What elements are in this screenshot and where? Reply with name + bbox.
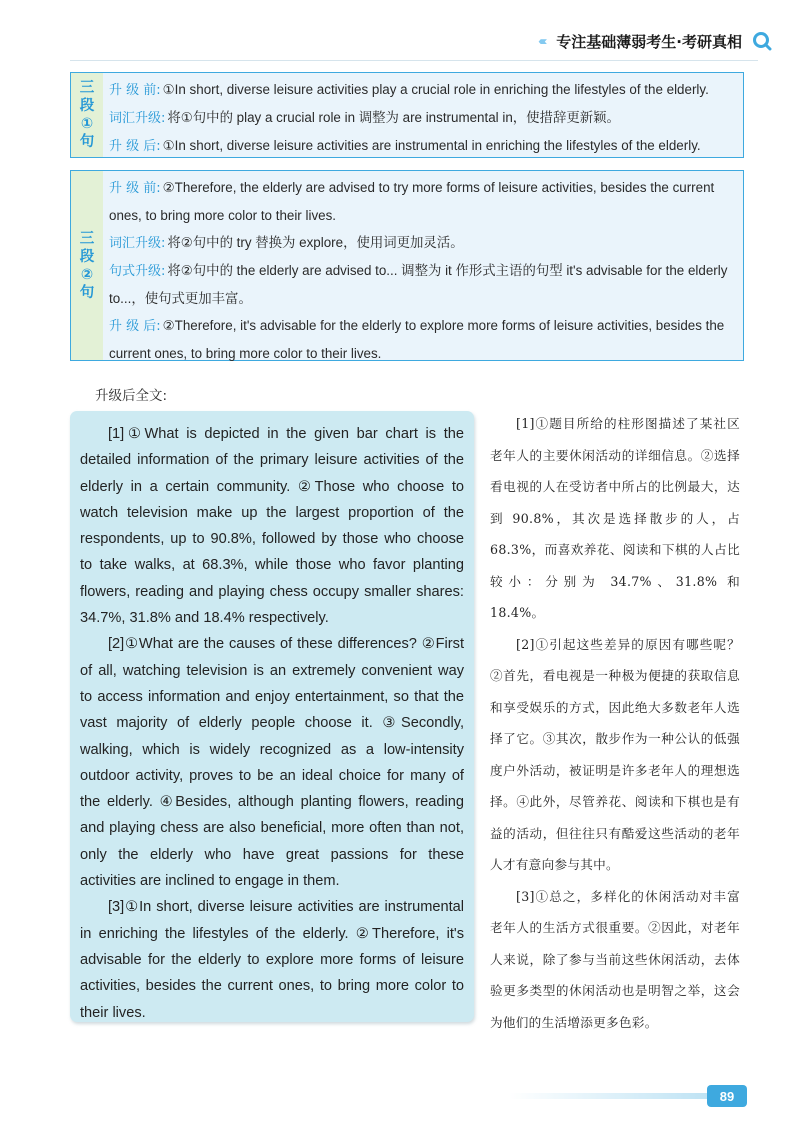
vocab-upgrade-row <box>109 104 735 132</box>
english-essay-panel <box>70 411 474 1022</box>
search-icon <box>752 31 772 51</box>
box-content <box>103 73 743 157</box>
row-text: ②Therefore, it's advisable for the elderly to explore more forms of leisure activities, besides the current ones, to bring more color to their lives. <box>109 318 725 361</box>
chinese-translation-column <box>490 408 740 1038</box>
upgrade-box-paragraph3-sentence1 <box>70 72 744 158</box>
side-char: ① <box>80 116 94 132</box>
fulltext-heading: 升级后全文: <box>95 388 168 404</box>
english-paragraph-2: [2]①What are the causes of these differences? ②First of all, watching television is an extremely convenient way to access information and enjoy entertainment, so that the vast majority of elderly people choose it. ③Secondly, walking, which is widely recognized as a low-intensity outdoor activity, proves to be an ideal choice for many of the elderly. ④Besides, although planting flowers, reading and playing chess are also beneficial, more often than not, only the elderly who have great passions for these activities are inclined to engage in them. <box>80 636 464 890</box>
english-paragraph-3: [3]①In short, diverse leisure activities are instrumental in enriching the lifestyles of the elderly. ②Therefore, it's advisable for the elderly to explore more forms of leisure activities, besides the current ones, to bring more color to their lives. <box>80 899 464 1021</box>
chinese-paragraph-1: [1]①题目所给的柱形图描述了某社区老年人的主要休闲活动的详细信息。②选择看电视的人在受访者中所占的比例最大，达到 90.8%，其次是选择散步的人，占 68.3%，而喜欢养花、阅读和下棋的人占比较小：分别为 34.7%、31.8% 和 18.4%。 <box>490 416 740 620</box>
side-char: 句 <box>79 134 95 150</box>
row-label: 升 级 后: <box>109 139 161 154</box>
side-char: ② <box>80 266 94 283</box>
row-text: 将②句中的 the elderly are advised to... 调整为 it 作形式主语的句型 it's advisable for the elderly to...，使句式更加丰富。 <box>109 263 728 306</box>
side-char: 句 <box>79 284 95 301</box>
box-content <box>103 171 743 360</box>
row-text: 将①句中的 play a crucial role in 调整为 are instrumental in，使措辞更新颖。 <box>167 110 620 125</box>
after-row <box>109 132 735 160</box>
syntax-upgrade-row <box>109 257 735 312</box>
row-text: ①In short, diverse leisure activities are instrumental in enriching the lifestyles of the elderly. <box>162 138 701 153</box>
row-text: ①In short, diverse leisure activities play a crucial role in enriching the lifestyles of the elderly. <box>162 82 709 97</box>
row-label: 词汇升级: <box>109 111 166 126</box>
vocab-upgrade-row <box>109 229 735 257</box>
side-char: 段 <box>79 248 95 265</box>
row-label: 升 级 前: <box>109 83 161 98</box>
arrows-decoration: ‹‹‹‹‹‹ <box>538 34 545 48</box>
page-header <box>538 28 772 54</box>
chinese-paragraph-2: [2]①引起这些差异的原因有哪些呢？②首先，看电视是一种极为便捷的获取信息和享受娱乐的方式，因此绝大多数老年人选择了它。③其次，散步作为一种公认的低强度户外活动，被证明是许多老年人的理想选择。④此外，尽管养花、阅读和下棋也是有益的活动，但往往只有酷爱这些活动的老年人才有意向参与其中。 <box>490 636 740 872</box>
box-side-label <box>71 73 103 157</box>
tagline-part1: 专注基础薄弱考生 <box>556 32 677 51</box>
before-row <box>109 174 735 229</box>
before-row <box>109 76 735 104</box>
row-label: 词汇升级: <box>109 236 166 251</box>
header-tagline <box>556 31 742 52</box>
side-char: 段 <box>79 98 95 114</box>
row-label: 升 级 后: <box>109 319 161 334</box>
side-char: 三 <box>79 80 95 96</box>
after-row <box>109 312 735 367</box>
tagline-part2: 考研真相 <box>681 32 742 51</box>
page-number-strip <box>0 1093 707 1099</box>
row-text: ②Therefore, the elderly are advised to try more forms of leisure activities, besides the current ones, to bring more color to their lives. <box>109 180 715 223</box>
english-paragraph-1: [1]①What is depicted in the given bar chart is the detailed information of the primary leisure activities of the elderly in a certain community. ②Those who choose to watch television make up the largest proportion of the respondents, up to 90.8%, followed by those who choose to take walks, at 68.3%, while those who favor planting flowers, reading and playing chess occupy smaller shares: 34.7%, 31.8% and 18.4% respectively. <box>80 426 464 627</box>
row-label: 升 级 前: <box>109 181 161 196</box>
side-char: 三 <box>79 230 95 247</box>
page-number: 89 <box>707 1085 747 1107</box>
tagline-separator: · <box>676 32 682 51</box>
header-divider <box>70 60 758 61</box>
chinese-paragraph-3: [3]①总之，多样化的休闲活动对丰富老年人的生活方式很重要。②因此，对老年人来说，除了参与当前这些休闲活动，去体验更多类型的休闲活动也是明智之举，这会为他们的生活增添更多色彩。 <box>490 888 740 1030</box>
upgrade-box-paragraph3-sentence2 <box>70 170 744 361</box>
row-label: 句式升级: <box>109 264 166 279</box>
row-text: 将②句中的 try 替换为 explore，使用词更加灵活。 <box>167 235 464 250</box>
box-side-label <box>71 171 103 360</box>
